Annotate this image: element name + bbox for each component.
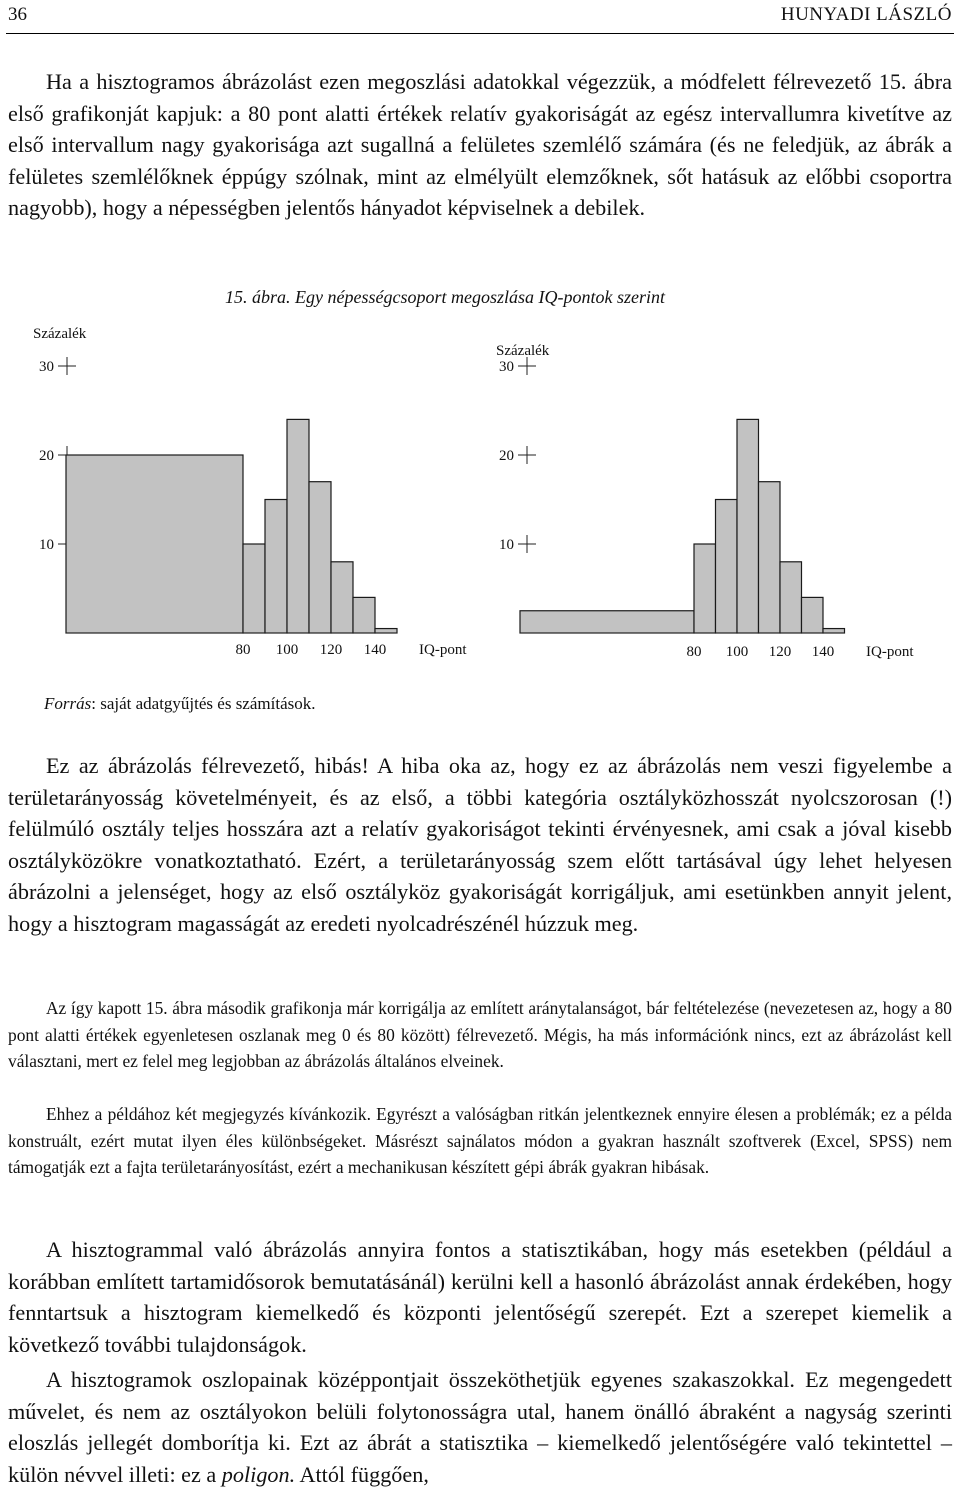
y-tick-label: 30 (499, 359, 514, 375)
histogram-uncorrected (33, 326, 467, 658)
paragraph-6-tail: Attól függően, (295, 1461, 429, 1487)
x-tick-label: 80 (686, 644, 702, 660)
histogram-bar (375, 629, 397, 633)
histogram-bar (737, 419, 759, 633)
x-tick-label: 100 (275, 642, 299, 658)
paragraph-6-text: A hisztogramok oszlopainak középpontjait összeköthetjük egyenes szakaszokkal. Ez megengedett művelet, és nem az osztályokon belüli folytonosságra utal, hanem önálló ábraként a nagyság szerinti eloszlás jellegét domborítja ki. Ezt az ábrát a statisztika – kiemelkedő jelentőségére való tekintettel – külön névvel illeti: ez a (8, 1367, 952, 1487)
x-tick-label: 140 (363, 642, 387, 658)
y-tick-label: 10 (39, 537, 54, 553)
paragraph-5: A hisztogrammal való ábrázolás annyira fontos a statisztikában, hogy más esetekben (például a korábban említett tartamidősorok bemutatásánál) kerülni kell a hasonló ábrázolást annak érdekében, hogy fenntartsuk a hisztogram kiemelkedő és központi jelentőségű szerepét. Ezt a szerepet kiemelik a következő további tulajdonságok. (8, 1237, 952, 1357)
histogram-bar (287, 419, 309, 633)
y-tick-label: 30 (39, 359, 54, 375)
paragraph-4: Ehhez a példához két megjegyzés kívánkozik. Egyrészt a valóságban ritkán jelentkeznek ennyire élesen a problémák; ez a példa konstruált, ezért mutat ilyen éles különbségeket. Másrészt sajnálatos módon a gyakran használt szoftverek (Excel, SPSS) nem támogatják ezt a fajta területarányosítást, ezért a mechanikusan készített gépi ábrák gyakran hibásak. (8, 1104, 952, 1177)
figure-histograms (0, 0, 960, 690)
y-axis-label: Százalék (33, 326, 87, 342)
running-head-author: HUNYADI LÁSZLÓ (780, 4, 952, 25)
x-tick-label: 140 (811, 644, 835, 660)
source-label: Forrás (44, 694, 92, 713)
x-tick-label: 120 (768, 644, 792, 660)
histogram-bar (716, 500, 738, 634)
histogram-bar (265, 500, 287, 634)
y-tick-label: 20 (39, 448, 54, 464)
paragraph-6 (8, 1364, 952, 1490)
histogram-bar (309, 482, 331, 633)
histogram-bar (243, 544, 265, 633)
paragraph-2: Ez az ábrázolás félrevezető, hibás! A hiba oka az, hogy ez az ábrázolás nem veszi figyelembe a területarányosság követelményeit, és az első, a többi kategória osztályközhosszát nyolcszorosan (!) felülmúló osztály teljes hosszára azt a relatív gyakoriságot tekinti érvényesnek, ami csak a jóval kisebb osztályközökre vonatkoztatható. Ezért, a területarányosság szem előtt tartásával úgy lehet helyesen ábrázolni a jelenséget, hogy az első osztályköz gyakoriságát korrigáljuk, ami esetünkben annyit jelent, hogy a hisztogram magasságát az eredeti nyolcadrészénél húzzuk meg. (8, 753, 952, 936)
histogram-corrected (496, 343, 914, 660)
x-tick-label: 100 (725, 644, 749, 660)
histogram-bar (759, 482, 781, 633)
paragraph-3: Az így kapott 15. ábra második grafikonja már korrigálja az említett aránytalanságot, bár feltételezése (nevezetesen az, hogy a 80 pont alatti értékek egyenletesen oszlanak meg 0 és 80 között) félrevezető. Mégis, ha más információnk nincs, ezt az ábrázolást kell választani, mert ez felel meg legjobban az ábrázolás általános elveinek. (8, 998, 952, 1071)
histogram-bar (331, 562, 353, 633)
histogram-bar (780, 562, 802, 633)
term-poligon: poligon. (221, 1461, 296, 1487)
source-text: : saját adatgyűjtés és számítások. (91, 694, 316, 713)
y-tick-label: 20 (499, 448, 514, 464)
figure-caption: 15. ábra. Egy népességcsoport megoszlása IQ-pontok szerint (225, 287, 665, 307)
histogram-bar (694, 544, 716, 633)
x-tick-label: 120 (319, 642, 343, 658)
paragraph-1: Ha a hisztogramos ábrázolást ezen megoszlási adatokkal végezzük, a módfelett félrevezető 15. ábra első grafikonját kapjuk: a 80 pont alatti értékek relatív gyakoriságát az egész intervallumra kivetítve az első intervallum nagy gyakorisága azt sugallná a felületes szemlélő számára (és ne feledjük, az ábrák a felületes szemlélőknek éppúgy szólnak, mint az elmélyült elemzőknek, sőt hatásuk az előbbi csoportra nagyobb), hogy a népességben jelentős hányadot képviselnek a debilek. (8, 69, 952, 221)
page-number: 36 (8, 4, 27, 25)
y-tick-label: 10 (499, 537, 514, 553)
x-axis-label: IQ-pont (866, 644, 914, 660)
histogram-bar (823, 629, 845, 633)
histogram-bar (520, 611, 694, 633)
y-axis-label: Százalék (496, 343, 550, 359)
histogram-bar (66, 455, 243, 633)
histogram-bar (802, 597, 824, 633)
x-axis-label: IQ-pont (419, 642, 467, 658)
histogram-bar (353, 597, 375, 633)
x-tick-label: 80 (235, 642, 251, 658)
figure-source (44, 694, 315, 714)
